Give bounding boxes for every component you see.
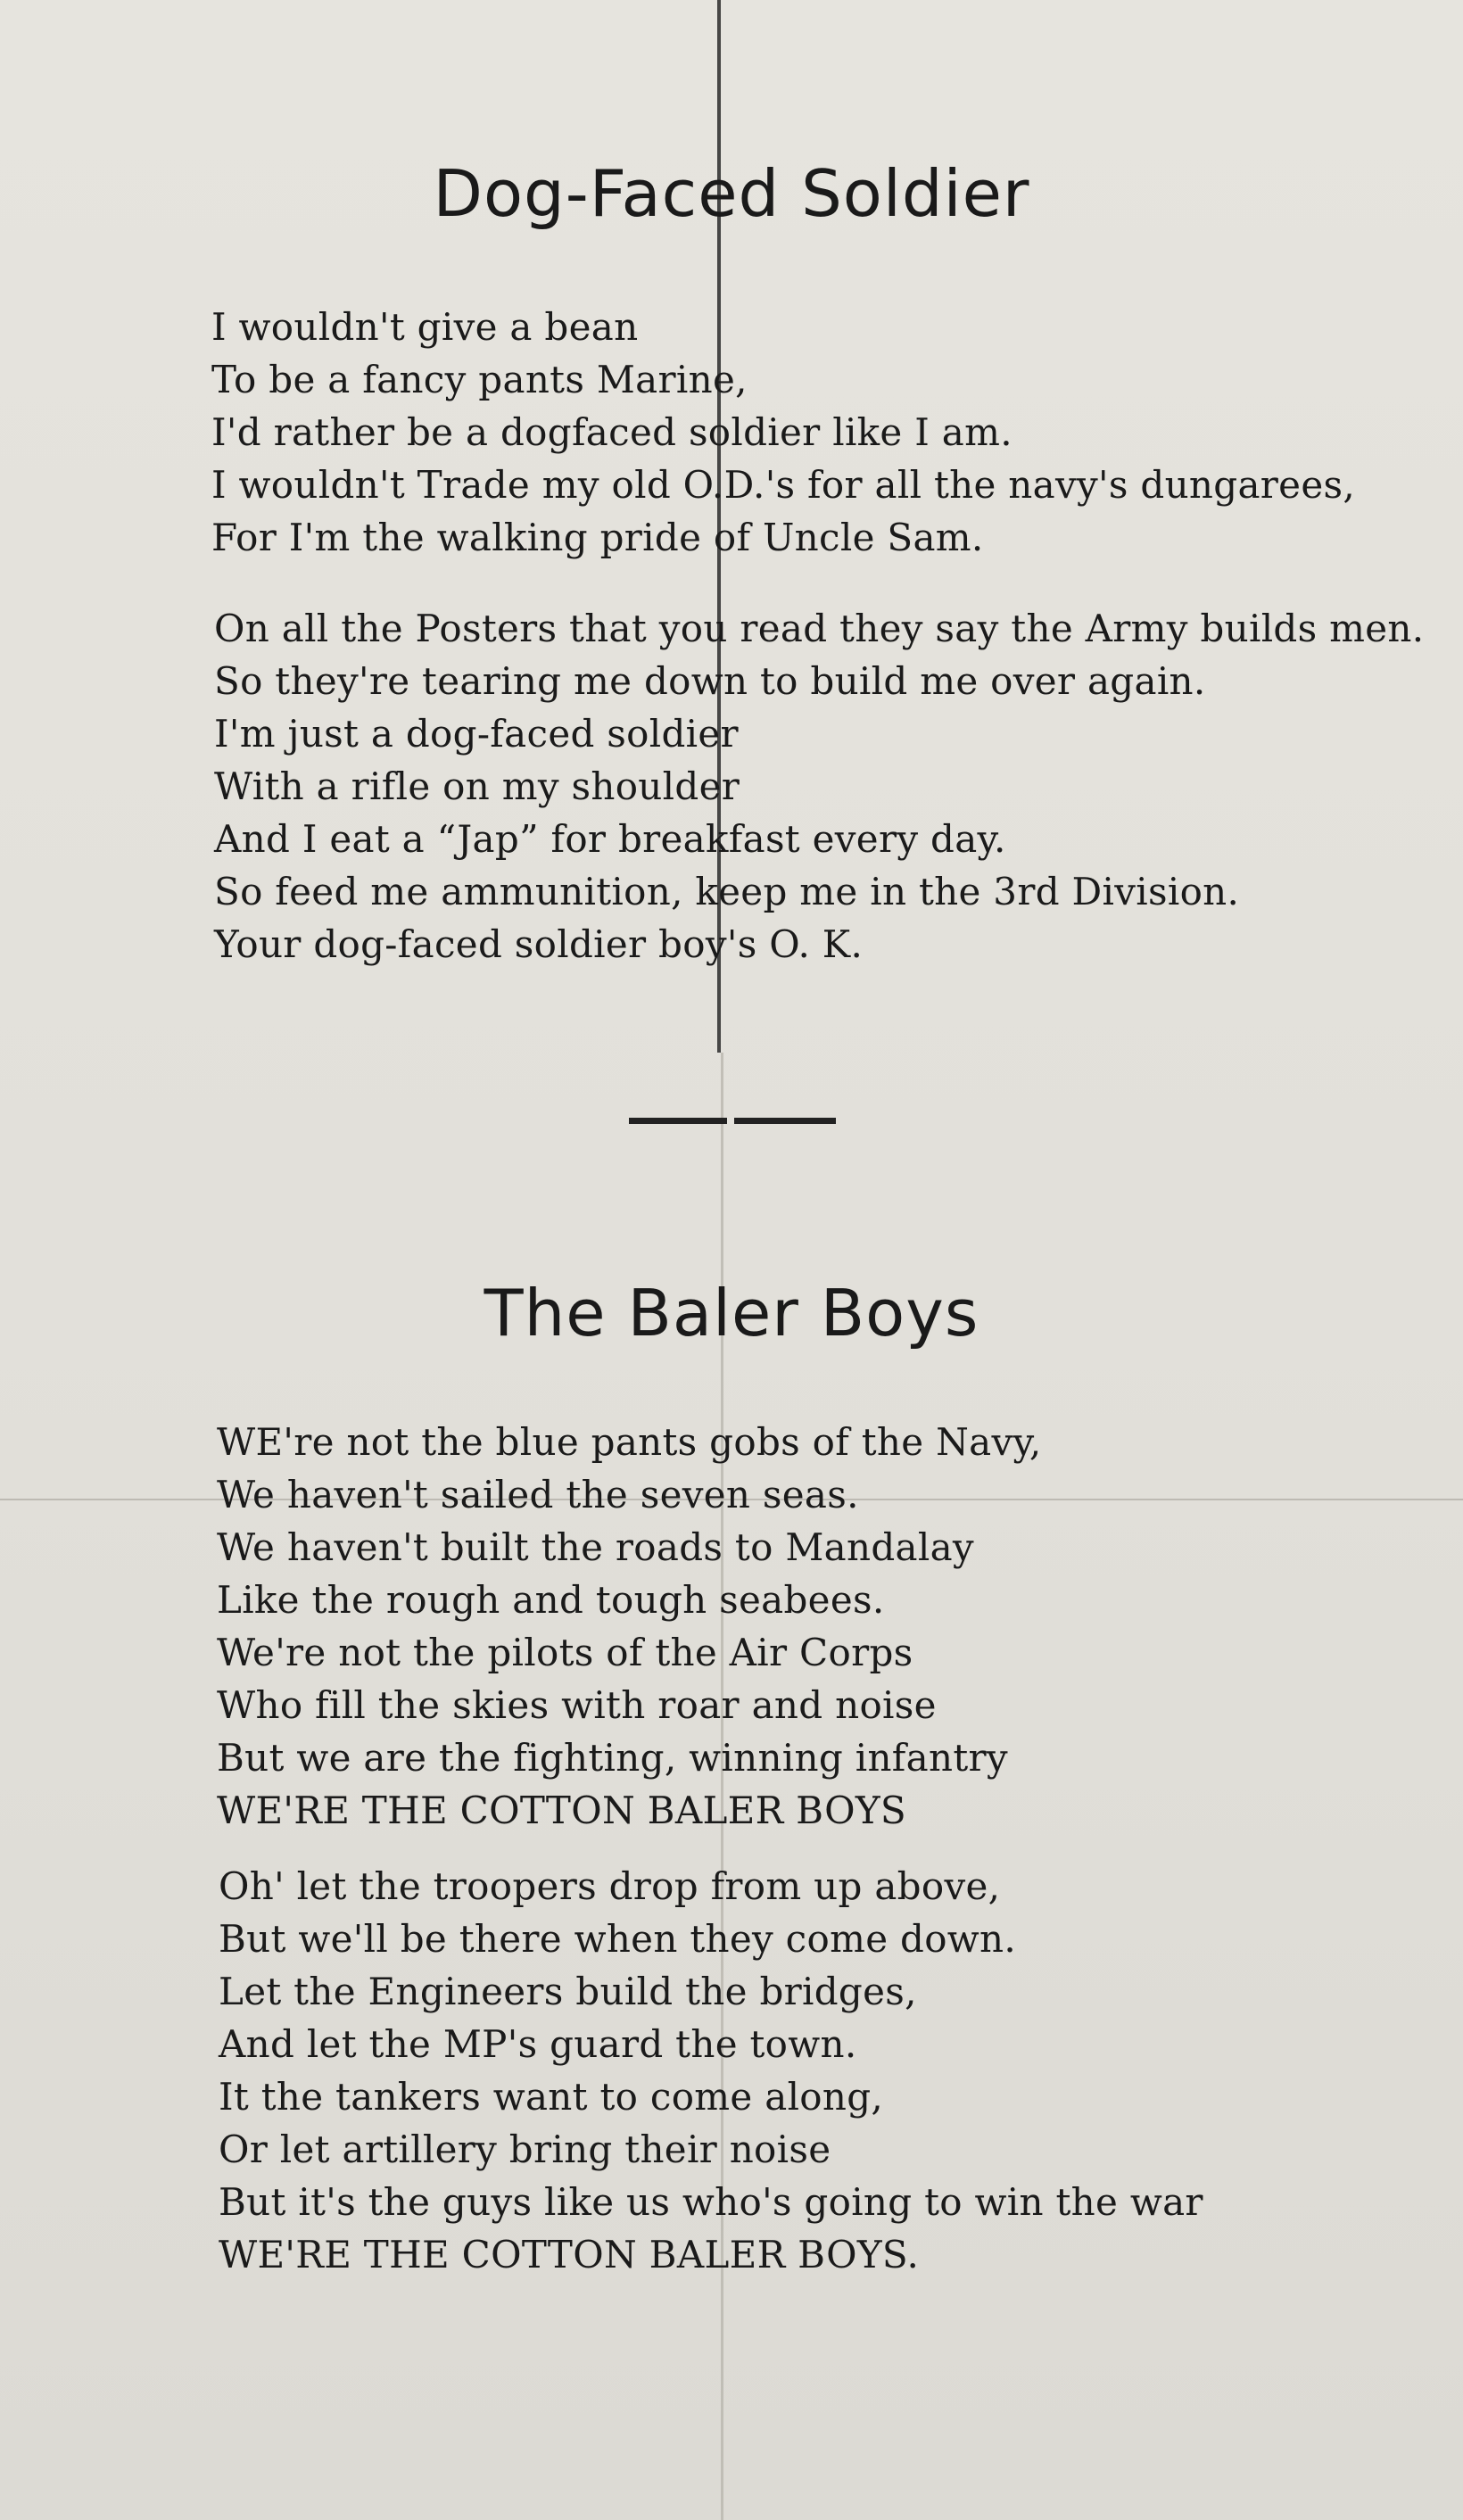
lyric-line: And I eat a “Jap” for breakfast every day. bbox=[214, 817, 1006, 861]
lyric-line: WE're not the blue pants gobs of the Navy, bbox=[217, 1420, 1042, 1464]
song-title-dog-faced-soldier: Dog-Faced Soldier bbox=[433, 156, 1030, 231]
section-divider bbox=[629, 1118, 836, 1124]
lyric-line: For I'm the walking pride of Uncle Sam. bbox=[211, 516, 984, 559]
lyric-line: I wouldn't give a bean bbox=[211, 305, 639, 349]
lyric-line: But it's the guys like us who's going to win the war bbox=[219, 2180, 1203, 2224]
lyric-line: So feed me ammunition, keep me in the 3rd Division. bbox=[214, 870, 1240, 913]
lyric-line: Let the Engineers build the bridges, bbox=[219, 1970, 917, 2013]
lyric-line: WE'RE THE COTTON BALER BOYS bbox=[217, 1789, 906, 1832]
lyric-line: It the tankers want to come along, bbox=[219, 2075, 884, 2119]
lyric-line: Like the rough and tough seabees. bbox=[217, 1578, 885, 1622]
stanza bbox=[214, 602, 1424, 971]
lyric-line: I wouldn't Trade my old O.D.'s for all the navy's dungarees, bbox=[211, 463, 1355, 507]
lyric-line: We haven't built the roads to Mandalay bbox=[217, 1525, 974, 1569]
lyric-line: So they're tearing me down to build me over again. bbox=[214, 659, 1206, 703]
lyric-line: WE'RE THE COTTON BALER BOYS. bbox=[219, 2233, 920, 2276]
lyric-line: But we'll be there when they come down. bbox=[219, 1917, 1017, 1961]
lyric-line: On all the Posters that you read they say the Army builds men. bbox=[214, 607, 1425, 650]
lyric-line: Oh' let the troopers drop from up above, bbox=[219, 1864, 1001, 1908]
stanza bbox=[219, 1860, 1203, 2281]
lyric-line: Your dog-faced soldier boy's O. K. bbox=[214, 922, 864, 966]
lyric-line: But we are the fighting, winning infantry bbox=[217, 1736, 1008, 1780]
lyric-line: To be a fancy pants Marine, bbox=[211, 358, 748, 401]
lyric-line: I'd rather be a dogfaced soldier like I am. bbox=[211, 410, 1013, 454]
lyric-line: We haven't sailed the seven seas. bbox=[217, 1473, 859, 1516]
lyric-line: Or let artillery bring their noise bbox=[219, 2128, 831, 2171]
stanza bbox=[217, 1416, 1042, 1837]
lyric-line: Who fill the skies with roar and noise bbox=[217, 1683, 937, 1727]
lyric-line: I'm just a dog-faced soldier bbox=[214, 712, 739, 756]
lyric-line: And let the MP's guard the town. bbox=[219, 2022, 857, 2066]
stanza bbox=[211, 301, 1355, 564]
song-title-the-baler-boys: The Baler Boys bbox=[484, 1276, 979, 1351]
lyric-line: With a rifle on my shoulder bbox=[214, 764, 740, 808]
lyric-line: We're not the pilots of the Air Corps bbox=[217, 1631, 913, 1674]
